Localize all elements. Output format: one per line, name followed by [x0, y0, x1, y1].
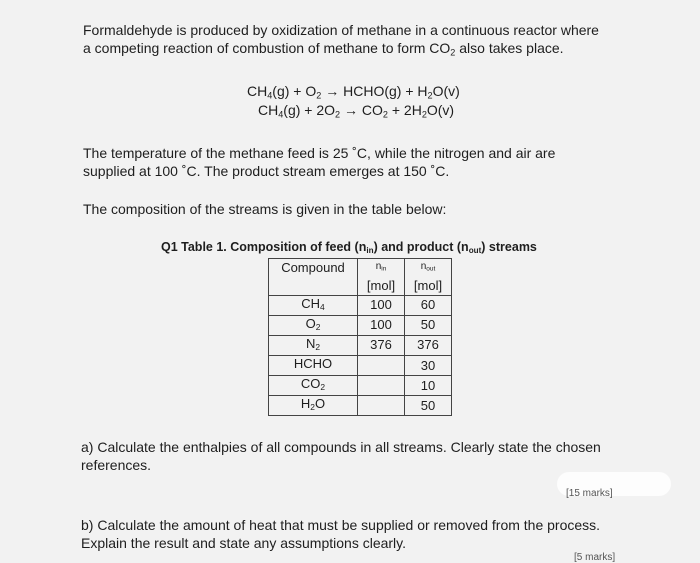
cell-compound: [269, 376, 358, 396]
cell-n-out: 50: [405, 315, 452, 335]
eq2-sub: 2: [382, 109, 388, 120]
question-a-line-1: a) Calculate the enthalpies of all compounds in all streams. Clearly state the chosen: [81, 439, 601, 455]
eq2-part: (g) + 2O: [283, 102, 336, 118]
eq1-sub: 2: [316, 90, 322, 101]
cell-n-in: [358, 355, 405, 375]
header-compound: Compound: [269, 259, 358, 278]
intro-line-2-text: a competing reaction of combustion of methane to form CO: [83, 40, 451, 56]
table-title-part: ) streams: [481, 240, 537, 254]
compound-text: CO: [300, 376, 321, 392]
intro-line-1: Formaldehyde is produced by oxidization of methane in a continuous reactor where: [83, 22, 599, 38]
compound-text: CH: [301, 295, 321, 311]
compound-sub: 2: [310, 402, 315, 413]
eq1-part: O(v): [432, 83, 460, 99]
compound-text: N: [305, 335, 316, 351]
question-b-line-2: Explain the result and state any assumptions clearly.: [81, 535, 407, 551]
compound-sub: 2: [320, 382, 326, 393]
cell-n-out: 60: [405, 295, 452, 315]
table-title: [161, 240, 537, 255]
question-b-line-1: b) Calculate the amount of heat that must be supplied or removed from the process.: [81, 517, 601, 533]
cell-n-in: [358, 376, 405, 396]
compound-sub: 2: [315, 341, 321, 352]
compound-text: O: [305, 315, 316, 331]
compound-text: H: [300, 396, 311, 412]
units-blank: [269, 278, 358, 296]
unit-out: [mol]: [405, 278, 452, 296]
intro-line-2: [83, 39, 599, 61]
header-n-out-text: n: [420, 261, 427, 272]
cell-n-in: 376: [358, 335, 405, 355]
eq2-part: → CO: [340, 102, 383, 118]
table-title-sub: out: [468, 246, 482, 256]
question-a-marks: [15 marks]: [566, 488, 613, 499]
compound-text: O: [314, 396, 326, 412]
table-row: [269, 315, 452, 335]
table-row: [269, 376, 452, 396]
table-title-sub: in: [366, 246, 374, 256]
table-row: [269, 355, 452, 375]
cell-n-in: [358, 396, 405, 416]
composition-table: [268, 258, 452, 416]
eq1-sub: 4: [267, 90, 273, 101]
eq2-sub: 2: [421, 109, 427, 120]
cell-compound: [269, 315, 358, 335]
cell-n-in: 100: [358, 295, 405, 315]
eq1-part: (g) + O: [272, 83, 317, 99]
eq1-sub: 2: [427, 90, 433, 101]
table-units-row: [269, 278, 452, 296]
eq2-sub: 4: [278, 109, 284, 120]
intro-line-2-sub: 2: [450, 47, 456, 58]
unit-in: [mol]: [358, 278, 405, 296]
intro-paragraph: [83, 21, 599, 61]
eq2-sub: 2: [335, 109, 341, 120]
cell-compound: [269, 295, 358, 315]
table-row: [269, 396, 452, 416]
eq1-part: → HCHO(g) + H: [321, 83, 428, 99]
header-n-out: [405, 259, 452, 278]
cell-n-in: 100: [358, 315, 405, 335]
table-header-row: [269, 259, 452, 278]
cell-compound: [269, 396, 358, 416]
header-n-in-sub: in: [381, 265, 387, 273]
table-row: [269, 295, 452, 315]
eq2-part: O(v): [426, 102, 455, 118]
composition-intro: The composition of the streams is given in the table below:: [83, 201, 447, 217]
question-b: [81, 516, 600, 552]
compound-sub: 4: [320, 301, 325, 312]
question-a-line-2: references.: [81, 457, 152, 473]
table-row: [269, 335, 452, 355]
cell-n-out: 376: [405, 335, 452, 355]
header-n-out-sub: out: [426, 265, 436, 273]
eq1-part: CH: [247, 83, 268, 99]
table-title-part: ) and product (n: [373, 240, 469, 254]
header-n-in-text: n: [375, 261, 382, 272]
intro-line-2-tail: also takes place.: [455, 40, 564, 56]
cell-compound: [269, 355, 358, 375]
cell-n-out: 30: [405, 355, 452, 375]
table-title-part: Q1 Table 1. Composition of feed (n: [161, 240, 367, 254]
header-n-in: [358, 259, 405, 278]
compound-sub: 2: [315, 321, 321, 332]
eq2-part: CH: [258, 102, 279, 118]
temperature-paragraph: [83, 144, 555, 180]
cell-n-out: 10: [405, 376, 452, 396]
temps-line-2: supplied at 100 ˚C. The product stream emerges at 150 ˚C.: [83, 163, 450, 179]
eq2-part: + 2H: [387, 102, 422, 118]
compound-text: HCHO: [293, 355, 333, 371]
cell-n-out: 50: [405, 396, 452, 416]
cell-compound: [269, 335, 358, 355]
question-b-marks: [5 marks]: [574, 552, 616, 563]
question-a: [81, 438, 601, 474]
equation-2: [258, 101, 454, 123]
temps-line-1: The temperature of the methane feed is 25 ˚C, while the nitrogen and air are: [83, 145, 556, 161]
